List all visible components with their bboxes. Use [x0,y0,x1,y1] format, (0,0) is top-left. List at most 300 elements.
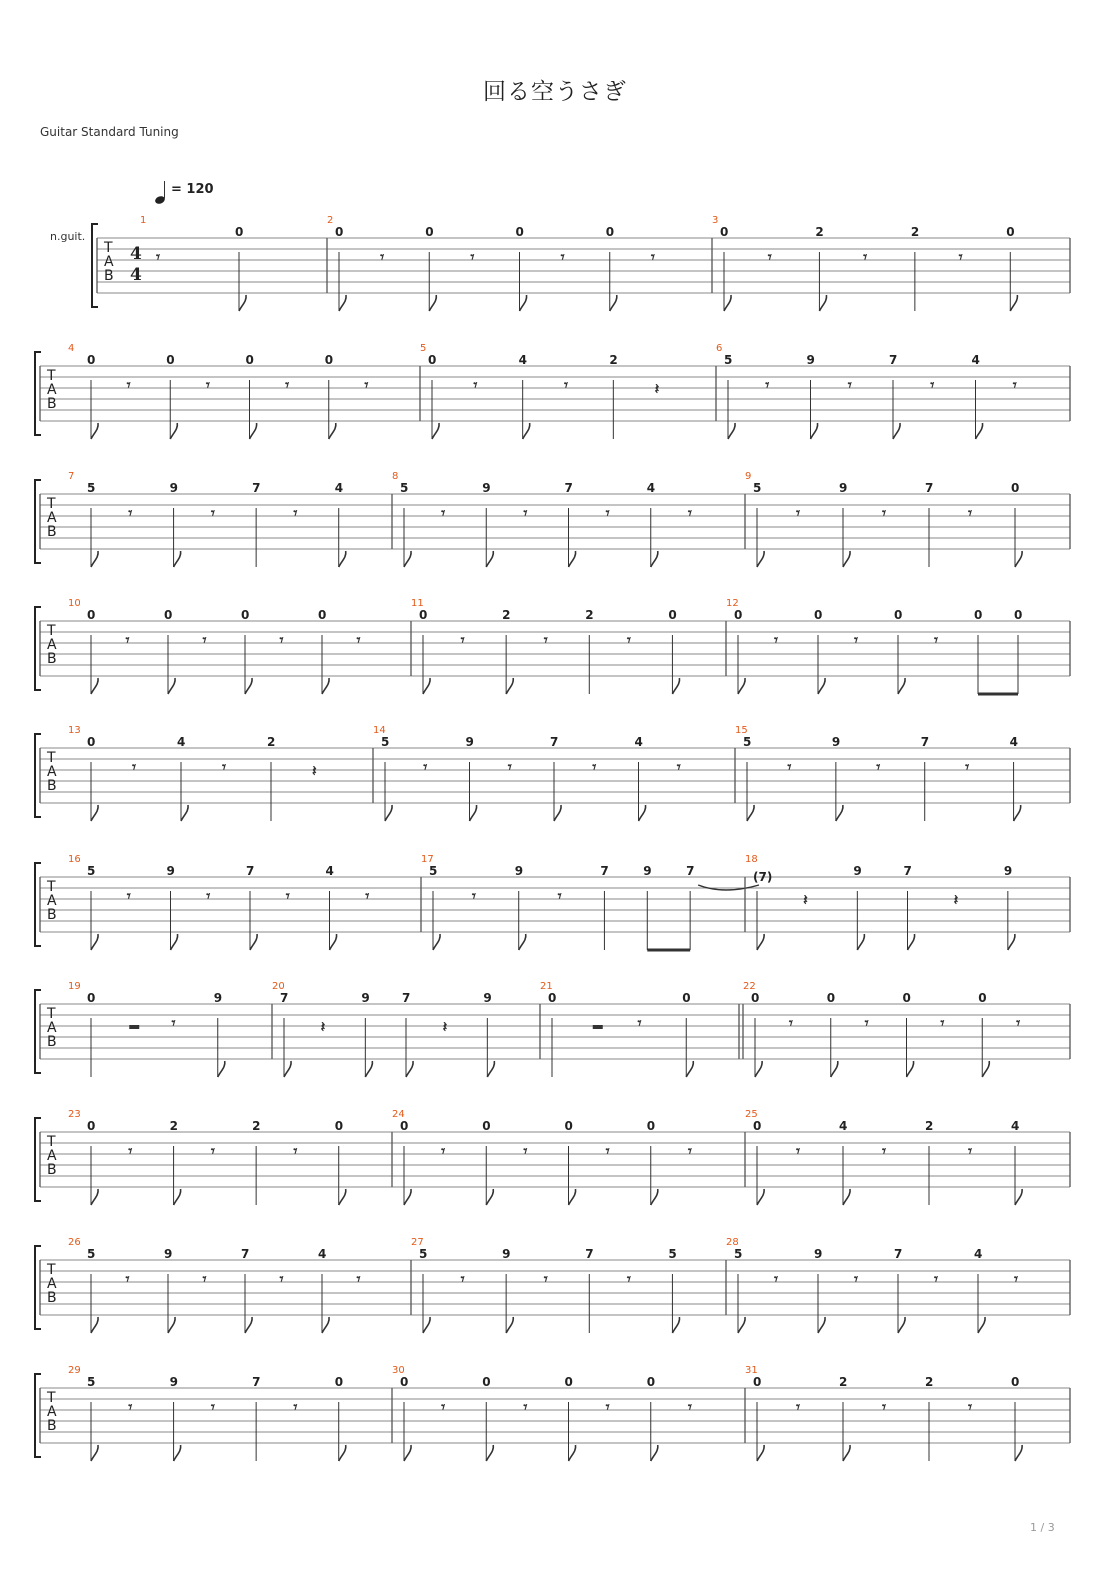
fret-number: (7) [753,870,773,884]
eighth-rest: 𝄾 [364,376,369,394]
fret-number: 0 [87,991,96,1005]
eighth-rest: 𝄾 [210,1142,215,1160]
fret-number: 2 [252,1119,261,1133]
fret-number: 0 [425,225,434,239]
eighth-flag [1014,805,1021,821]
fret-number: 2 [609,353,618,367]
measure-number: 17 [421,854,434,865]
fret-number: 7 [889,353,898,367]
eighth-flag [322,678,329,694]
eighth-flag [168,1317,175,1333]
eighth-rest: 𝄾 [864,1014,869,1032]
eighth-flag [857,934,864,950]
fret-number: 7 [925,481,934,495]
eighth-flag [651,551,658,567]
fret-number: 9 [814,1247,823,1261]
fret-number: 2 [839,1375,848,1389]
eighth-flag [486,551,493,567]
fret-number: 7 [550,735,559,749]
eighth-flag [898,678,905,694]
eighth-rest: 𝄾 [126,376,131,394]
tab-clef-letter: B [47,524,57,540]
fret-number: 0 [166,353,175,367]
fret-number: 4 [971,353,980,367]
eighth-rest: 𝄾 [543,631,548,649]
eighth-flag [811,423,818,439]
fret-number: 4 [1009,735,1018,749]
eighth-flag [239,295,246,311]
eighth-rest: 𝄾 [156,248,160,266]
eighth-rest: 𝄾 [788,1014,793,1032]
fret-number: 4 [334,481,344,495]
tab-clef-letter: B [47,396,57,412]
eighth-flag [757,1445,764,1461]
eighth-rest: 𝄾 [968,1398,972,1416]
eighth-rest: 𝄾 [473,376,478,394]
tab-clef-letter: B [47,651,57,667]
eighth-flag [843,1189,850,1205]
eighth-rest: 𝄾 [876,758,881,776]
eighth-rest: 𝄾 [796,1142,800,1160]
tab-clef-letter: B [47,907,57,923]
eighth-rest: 𝄾 [882,504,886,522]
fret-number: 0 [646,1119,656,1133]
eighth-flag [639,805,646,821]
eighth-rest: 𝄾 [557,887,562,905]
fret-number: 0 [682,991,691,1005]
fret-number: 0 [826,991,836,1005]
eighth-rest: 𝄾 [279,631,284,649]
fret-number: 0 [245,353,254,367]
eighth-flag [174,1189,181,1205]
eighth-rest: 𝄾 [787,758,792,776]
eighth-rest: 𝄾 [605,1398,610,1416]
tab-clef-letter: T [47,1134,56,1150]
eighth-rest: 𝄾 [637,1014,642,1032]
eighth-flag [831,1061,838,1077]
eighth-flag [738,1317,745,1333]
eighth-rest: 𝄾 [205,376,210,394]
fret-number: 7 [252,481,261,495]
eighth-flag [91,551,98,567]
fret-number: 5 [87,1247,96,1261]
eighth-flag [1015,1189,1022,1205]
eighth-rest: 𝄾 [626,1270,631,1288]
eighth-flag [818,1317,825,1333]
tab-clef-letter: B [47,1418,57,1434]
fret-number: 2 [169,1119,178,1133]
eighth-flag [91,1189,98,1205]
eighth-flag [819,295,826,311]
fret-number: 0 [482,1375,491,1389]
eighth-rest: 𝄾 [1012,376,1017,394]
eighth-flag [843,1445,850,1461]
eighth-flag [385,805,392,821]
eighth-flag [672,1317,679,1333]
fret-number: 0 [235,225,244,239]
eighth-rest: 𝄾 [854,1270,858,1288]
eighth-rest: 𝄾 [210,504,215,522]
measure-number: 13 [68,725,81,736]
eighth-rest: 𝄾 [523,504,528,522]
fret-number: 4 [646,481,656,495]
fret-number: 0 [894,608,903,622]
eighth-rest: 𝄾 [863,248,868,266]
eighth-rest: 𝄾 [523,1142,528,1160]
eighth-rest: 𝄾 [767,248,772,266]
fret-number: 5 [734,1247,743,1261]
fret-number: 0 [428,353,437,367]
measure-number: 23 [68,1109,81,1120]
eighth-flag [339,1445,346,1461]
fret-number: 5 [724,353,733,367]
eighth-rest: 𝄾 [650,248,655,266]
eighth-rest: 𝄾 [470,248,475,266]
eighth-rest: 𝄾 [356,631,361,649]
eighth-flag [738,678,745,694]
tab-clef-letter: A [47,764,57,780]
fret-number: 7 [585,1247,594,1261]
fret-number: 4 [634,735,643,749]
eighth-flag [818,678,825,694]
eighth-rest: 𝄾 [285,887,290,905]
eighth-rest: 𝄾 [285,376,290,394]
eighth-flag [91,1445,98,1461]
fret-number: 0 [324,353,334,367]
tab-clef-letter: B [47,1162,57,1178]
measure-number: 12 [726,598,739,609]
eighth-rest: 𝄾 [125,1270,130,1288]
eighth-flag [245,1317,252,1333]
eighth-rest: 𝄾 [796,1398,800,1416]
fret-number: 2 [925,1375,934,1389]
eighth-rest: 𝄾 [128,1142,133,1160]
eighth-flag [569,1189,576,1205]
eighth-flag [757,1189,764,1205]
eighth-rest: 𝄾 [796,504,800,522]
eighth-rest: 𝄾 [560,248,565,266]
fret-number: 9 [465,735,474,749]
measure-number: 25 [745,1109,758,1120]
eighth-flag [486,1445,493,1461]
tab-clef-letter: B [104,268,114,284]
eighth-flag [171,934,178,950]
measure-number: 10 [68,598,81,609]
eighth-rest: 𝄾 [293,1398,298,1416]
eighth-flag [168,678,175,694]
eighth-flag [365,1061,372,1077]
eighth-rest: 𝄾 [930,376,935,394]
eighth-flag [91,423,98,439]
fret-number: 0 [335,225,344,239]
measure-number: 2 [327,215,334,226]
eighth-rest: 𝄾 [293,504,298,522]
eighth-flag [610,295,617,311]
eighth-flag [1008,934,1015,950]
fret-number: 7 [241,1247,250,1261]
measure-number: 24 [392,1109,405,1120]
quarter-rest: 𝄽 [953,891,959,909]
tab-clef-letter: A [47,510,57,526]
eighth-flag [181,805,188,821]
eighth-rest: 𝄾 [441,1398,446,1416]
eighth-flag [250,934,257,950]
tab-clef-letter: T [47,496,56,512]
tab-clef-letter: T [47,368,56,384]
fret-number: 0 [978,991,987,1005]
eighth-rest: 𝄾 [592,758,597,776]
eighth-rest: 𝄾 [1014,1270,1018,1288]
fret-number: 7 [564,481,573,495]
eighth-rest: 𝄾 [202,631,207,649]
fret-number: 9 [482,481,491,495]
quarter-rest: 𝄽 [312,762,317,780]
fret-number: 0 [419,608,428,622]
eighth-flag [91,678,98,694]
tab-clef-letter: A [47,637,57,653]
eighth-rest: 𝄾 [687,504,692,522]
measure-number: 3 [712,215,719,226]
eighth-rest: 𝄾 [626,631,631,649]
fret-number: 0 [241,608,250,622]
eighth-rest: 𝄾 [564,376,568,394]
fret-number: 7 [600,864,609,878]
fret-number: 0 [548,991,557,1005]
eighth-rest: 𝄾 [356,1270,361,1288]
measure-number: 26 [68,1237,81,1248]
fret-number: 0 [87,1119,96,1133]
fret-number: 0 [1006,225,1015,239]
fret-number: 7 [903,864,912,878]
fret-number: 0 [1014,608,1023,622]
fret-number: 0 [87,608,96,622]
quarter-rest: 𝄽 [654,380,660,398]
fret-number: 7 [252,1375,261,1389]
eighth-flag [91,805,98,821]
measure-number: 11 [411,598,424,609]
eighth-rest: 𝄾 [460,631,465,649]
eighth-flag [520,295,527,311]
tab-clef-letter: A [47,1020,57,1036]
eighth-rest: 𝄾 [523,1398,528,1416]
fret-number: 5 [87,1375,96,1389]
fret-number: 9 [361,991,370,1005]
tab-clef-letter: A [47,1148,57,1164]
fret-number: 2 [910,225,920,239]
eighth-flag [170,423,177,439]
eighth-flag [218,1061,225,1077]
eighth-flag [174,551,181,567]
eighth-flag [506,1317,513,1333]
fret-number: 4 [1011,1119,1020,1133]
measure-number: 7 [68,471,75,482]
fret-number: 0 [753,1375,762,1389]
eighth-rest: 𝄾 [423,758,428,776]
eighth-flag [843,551,850,567]
eighth-rest: 𝄾 [441,504,446,522]
fret-number: 0 [87,353,96,367]
tab-clef-letter: A [47,1404,57,1420]
half-rest [593,1025,603,1029]
tempo-marking: = 120 [171,182,214,197]
eighth-rest: 𝄾 [958,248,963,266]
eighth-flag [554,805,561,821]
fret-number: 4 [974,1247,983,1261]
eighth-flag [339,1189,346,1205]
eighth-flag [755,1061,762,1077]
fret-number: 7 [686,864,695,878]
eighth-flag [757,934,764,950]
fret-number: 9 [831,735,841,749]
time-signature-top: 4 [130,244,142,264]
eighth-flag [433,934,440,950]
fret-number: 9 [166,864,175,878]
eighth-flag [982,1061,989,1077]
eighth-flag [423,678,430,694]
eighth-rest: 𝄾 [365,887,370,905]
eighth-flag [672,678,679,694]
measure-number: 8 [392,471,399,482]
tab-clef-letter: T [47,750,56,766]
fret-number: 9 [1003,864,1013,878]
measure-number: 19 [68,981,81,992]
eighth-flag [339,551,346,567]
measure-number: 31 [745,1365,758,1376]
eighth-rest: 𝄾 [380,248,385,266]
eighth-rest: 𝄾 [965,758,970,776]
tab-clef-letter: T [47,623,56,639]
tuning-label: Guitar Standard Tuning [40,125,179,139]
eighth-rest: 𝄾 [507,758,512,776]
fret-number: 0 [400,1119,409,1133]
fret-number: 4 [325,864,334,878]
eighth-flag [569,1445,576,1461]
eighth-flag [506,678,513,694]
fret-number: 4 [318,1247,327,1261]
eighth-rest: 𝄾 [934,631,938,649]
eighth-flag [404,1445,411,1461]
fret-number: 0 [1011,481,1020,495]
fret-number: 0 [564,1375,573,1389]
tab-clef-letter: T [47,879,56,895]
tab-clef-letter: B [47,1290,57,1306]
measure-number: 16 [68,854,81,865]
eighth-rest: 𝄾 [687,1398,692,1416]
fret-number: 0 [334,1119,344,1133]
fret-number: 4 [839,1119,848,1133]
measure-number: 30 [392,1365,405,1376]
fret-number: 2 [815,225,824,239]
eighth-flag [432,423,439,439]
fret-number: 0 [515,225,524,239]
eighth-flag [651,1189,658,1205]
eighth-flag [976,423,983,439]
fret-number: 5 [400,481,409,495]
tab-clef-letter: T [47,1262,56,1278]
fret-number: 0 [334,1375,344,1389]
eighth-flag [686,1061,693,1077]
fret-number: 9 [853,864,862,878]
eighth-rest: 𝄾 [132,758,136,776]
eighth-flag [1015,551,1022,567]
measure-number: 14 [373,725,386,736]
fret-number: 4 [177,735,186,749]
measure-number: 4 [68,343,75,354]
eighth-rest: 𝄾 [202,1270,207,1288]
fret-number: 5 [381,735,390,749]
eighth-flag [908,934,915,950]
tab-clef-letter: A [47,382,57,398]
measure-number: 22 [743,981,756,992]
eighth-rest: 𝄾 [171,1014,176,1032]
fret-number: 0 [668,608,677,622]
fret-number: 5 [87,481,96,495]
fret-number: 4 [518,353,528,367]
eighth-rest: 𝄾 [279,1270,284,1288]
measure-number: 6 [716,343,723,354]
eighth-flag [724,295,731,311]
eighth-flag [486,1189,493,1205]
fret-number: 9 [643,864,652,878]
fret-number: 2 [925,1119,934,1133]
fret-number: 9 [839,481,848,495]
fret-number: 0 [605,225,615,239]
tab-clef-letter: T [47,1006,56,1022]
tab-clef-letter: T [47,1390,56,1406]
eighth-rest: 𝄾 [774,631,778,649]
instrument-label: n.guit. [50,230,86,243]
eighth-flag [429,295,436,311]
eighth-flag [747,805,754,821]
eighth-flag [651,1445,658,1461]
eighth-flag [1010,295,1017,311]
eighth-flag [330,934,337,950]
fret-number: 7 [894,1247,903,1261]
eighth-rest: 𝄾 [210,1398,215,1416]
eighth-flag [339,295,346,311]
eighth-rest: 𝄾 [934,1270,938,1288]
fret-number: 0 [753,1119,762,1133]
tab-clef-letter: T [104,240,113,256]
fret-number: 9 [164,1247,173,1261]
eighth-flag [174,1445,181,1461]
measure-number: 18 [745,854,758,865]
fret-number: 0 [1011,1375,1020,1389]
eighth-flag [404,1189,411,1205]
fret-number: 2 [502,608,511,622]
eighth-rest: 𝄾 [854,631,858,649]
quarter-rest: 𝄽 [320,1018,326,1036]
fret-number: 9 [213,991,223,1005]
fret-number: 0 [814,608,823,622]
fret-number: 5 [668,1247,677,1261]
eighth-flag [523,423,530,439]
eighth-flag [91,1317,98,1333]
quarter-rest: 𝄽 [442,1018,448,1036]
fret-number: 9 [502,1247,511,1261]
measure-number: 20 [272,981,285,992]
fret-number: 5 [743,735,752,749]
tab-clef-letter: A [47,1276,57,1292]
measure-number: 21 [540,981,553,992]
page-number: 1 / 3 [1030,1521,1055,1534]
eighth-rest: 𝄾 [460,1270,465,1288]
fret-number: 9 [169,1375,178,1389]
fret-number: 0 [734,608,743,622]
eighth-flag [978,1317,985,1333]
fret-number: 5 [429,864,438,878]
fret-number: 9 [483,991,492,1005]
